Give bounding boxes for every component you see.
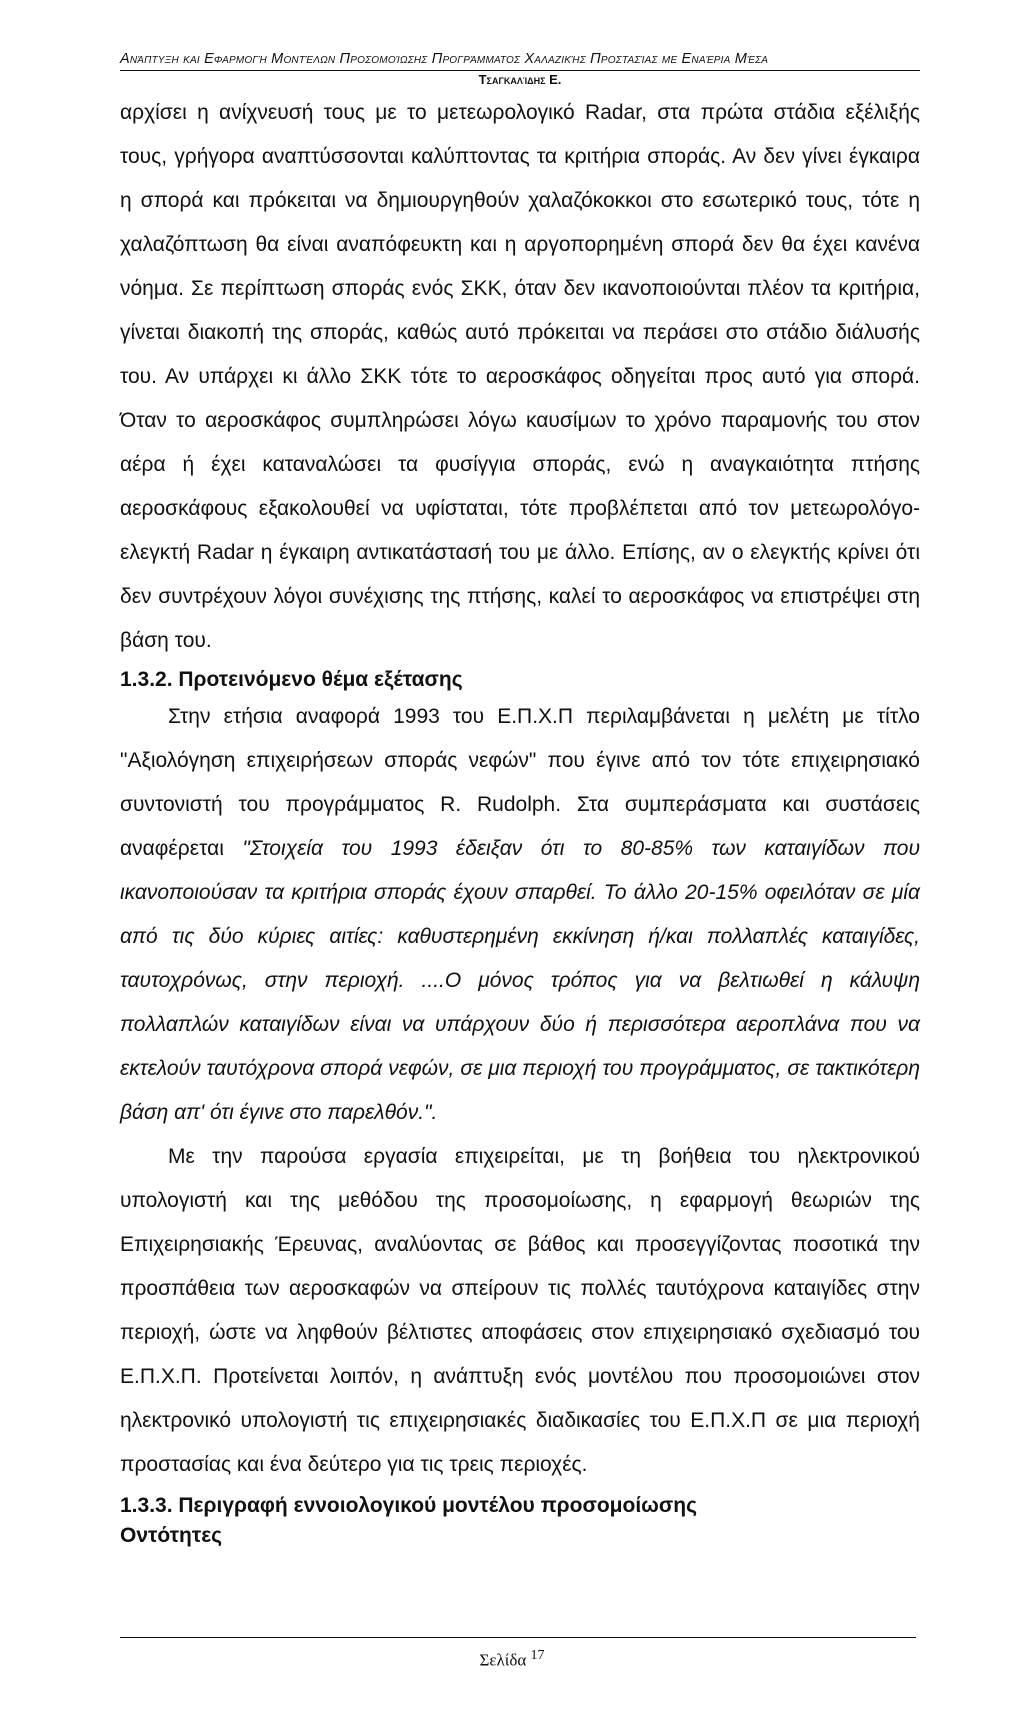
paragraph-seeding-process: αρχίσει η ανίχνευσή τους με το μετεωρολογικό Radar, στα πρώτα στάδια εξέλιξής τους, γρήγορα αναπτύσσονται καλύπτοντας τα κριτήρια σποράς. Αν δεν γίνει έγκαιρα η σπορά και πρόκειται να δημιουργηθούν χαλαζόκοκκοι στο εσωτερικό τους, τότε η χαλαζόπτωση θα είναι αναπόφευκτη και η αργοπορημένη σπορά δεν θα έχει κανένα νόημα. Σε περίπτωση σποράς ενός ΣΚΚ, όταν δεν ικανοποιούνται πλέον τα κριτήρια, γίνεται διακοπή της σποράς, καθώς αυτό πρόκειται να περάσει στο στάδιο διάλυσής του. Αν υπάρχει κι άλλο ΣΚΚ τότε το αεροσκάφος οδηγείται προς αυτό για σπορά. Όταν το αεροσκάφος συμπληρώσει λόγω καυσίμων το χρόνο παραμονής του στον αέρα ή έχει καταναλώσει τα φυσίγγια σποράς, ενώ η αναγκαιότητα πτήσης αεροσκάφους εξακολουθεί να υφίσταται, τότε προβλέπεται από τον μετεωρολόγο-ελεγκτή Radar η έγκαιρη αντικατάστασή του με άλλο. Επίσης, αν ο ελεγκτής κρίνει ότι δεν συντρέχουν λόγοι συνέχισης της πτήσης, καλεί το αεροσκάφος να επιστρέψει στη βάση του. (120, 101, 920, 652)
subsection-heading-entities: Οντότητες (120, 1524, 223, 1547)
paragraph-current-work: Με την παρούσα εργασία επιχειρείται, με τη βοήθεια του ηλεκτρονικού υπολογιστή και της μεθόδου της προσομοίωσης, η εφαρμογή θεωριών της Επιχειρησιακής Έρευνας, αναλύοντας σε βάθος και προσεγγίζοντας ποσοτικά την προσπάθεια των αεροσκαφών να σπείρουν τις πολλές ταυτόχρονα καταιγίδες στην περιοχή, ώστε να ληφθούν βέλτιστες αποφάσεις στον επιχειρησιακό σχεδιασμό του Ε.Π.Χ.Π. Προτείνεται λοιπόν, η ανάπτυξη ενός μοντέλου που προσομοιώνει στον ηλεκτρονικό υπολογιστή τις επιχειρησιακές διαδικασίες του Ε.Π.Χ.Π σε μια περιοχή προστασίας και ένα δεύτερο για τις τρεις περιοχές. (120, 1145, 920, 1476)
paragraph-annual-report-text: Στην ετήσια αναφορά 1993 του Ε.Π.Χ.Π περιλαμβάνεται η μελέτη με τίτλο "Αξιολόγηση επιχειρήσεων σποράς νεφών" που έγινε από τον τότε επιχειρησιακό συντονιστή του προγράμματος R. Rudolph. Στα συμπεράσματα και συστάσεις αναφέρεται (120, 705, 920, 860)
paragraph-annual-report-quote: "Στοιχεία του 1993 έδειξαν ότι το 80-85% των καταιγίδων που ικανοποιούσαν τα κριτήρια σποράς έχουν σπαρθεί. Το άλλο 20-15% οφειλόταν σε μία από τις δύο κύριες αιτίες: καθυστερημένη εκκίνηση ή/και πολλαπλές καταιγίδες, ταυτοχρόνως, στην περιοχή. ....Ο μόνος τρόπος για να βελτιωθεί η κάλυψη πολλαπλών καταιγίδων είναι να υπάρχουν δύο ή περισσότερα αεροπλάνα που να εκτελούν ταυτόχρονα σπορά νεφών, σε μια περιοχή του προγράμματος, σε τακτικότερη βάση απ' ότι έγινε στο παρελθόν.". (120, 837, 920, 1124)
page-number: 17 (530, 1648, 545, 1663)
running-header-title: Ανάπτυξη και Εφαρμογή Μοντέλων Προσομοίωσης Προγράμματος Χαλαζικής Προστασίας με Εναέρια Μέσα (120, 51, 769, 67)
header-rule (120, 70, 920, 71)
page-label: Σελίδα (479, 1650, 527, 1670)
document-page (120, 50, 920, 1551)
running-header-author: Τσαγκαλίδης Ε. (478, 72, 562, 87)
paragraph-annual-report (120, 695, 920, 1135)
page-footer (0, 1648, 1024, 1671)
section-heading-1-3-3: 1.3.3. Περιγραφή εννοιολογικού μοντέλου προσομοίωσης (120, 1494, 698, 1517)
section-heading-1-3-2: 1.3.2. Προτεινόμενο θέμα εξέτασης (120, 668, 463, 691)
footer-rule (120, 1637, 916, 1638)
